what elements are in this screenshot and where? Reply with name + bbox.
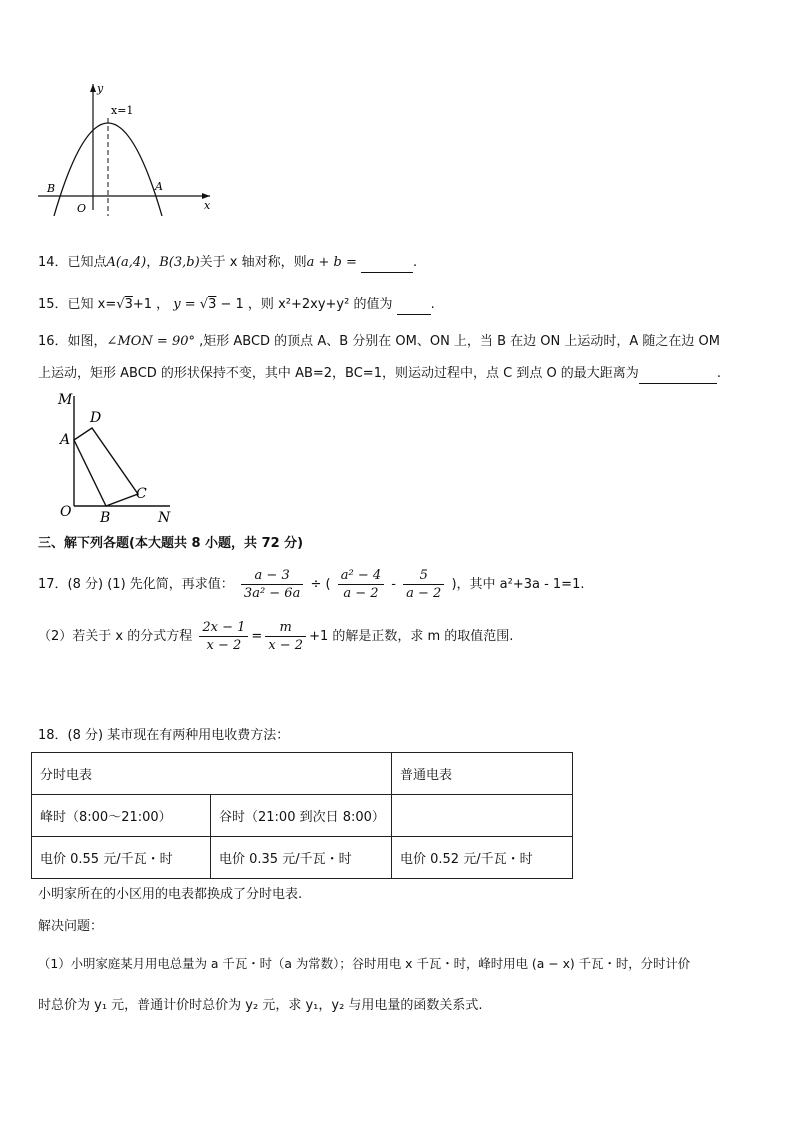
answer-blank xyxy=(397,300,431,315)
sqrt-sign: √ xyxy=(199,297,209,312)
question-14: 14．已知点A(a,4)，B(3,b)关于 x 轴对称，则a + b = . xyxy=(38,253,417,273)
fraction-3: $\frac{5}{a - 2}$ xyxy=(403,567,444,602)
table-cell: 电价 0.55 元/千瓦・时 xyxy=(32,837,211,879)
table-cell: 谷时（21:00 到次日 8:00） xyxy=(211,795,392,837)
y-axis-label: y xyxy=(97,82,104,95)
table-row xyxy=(32,837,573,879)
table-cell: 普通电表 xyxy=(392,753,573,795)
table-cell: 电价 0.52 元/千瓦・时 xyxy=(392,837,573,879)
table-row xyxy=(32,795,573,837)
point-b: B(3,b) xyxy=(159,255,200,270)
label-a: A xyxy=(60,432,71,448)
equation-rhs: $\frac{m}{x - 2}$ xyxy=(265,619,306,654)
question-16-line1: 16．如图，∠MON = 90° ,矩形 ABCD 的顶点 A、B 分别在 OM、ON 上，当 B 在边 ON 上运动时，A 随之在边 OM xyxy=(38,334,720,349)
label-d: D xyxy=(90,410,102,426)
question-17-part2: （2）若关于 x 的分式方程 $\frac{2x - 1}{x - 2}$ = $\frac{m}{x - 2}$ +1 的解是正数，求 m 的取值范围. xyxy=(38,620,514,653)
fraction-2: $\frac{\text{a² − 4}}{a - 2}$ xyxy=(338,567,384,602)
point-a: A(a,4) xyxy=(106,255,147,270)
table-cell: 峰时（8:00～21:00） xyxy=(32,795,211,837)
question-17-part1: 17．(8 分) (1) 先化简，再求值： $\frac{a - 3}{\text{3a² − 6a}}$ ÷ ( $\frac{\text{a² − 4}}{a - 2}$ - $\frac{5}{a - 2}$ )，其中 a²+3a - 1=1. xyxy=(38,568,585,601)
label-o: O xyxy=(60,504,72,520)
question-18-solve-heading: 解决问题： xyxy=(38,919,104,934)
x-axis-label: x xyxy=(204,199,211,212)
label-b: B xyxy=(100,510,111,526)
section-heading: 三、解下列各题(本大题共 8 小题，共 72 分) xyxy=(38,536,304,551)
point-a-label: A xyxy=(155,180,163,193)
question-18-part1-line1: （1）小明家庭某月用电总量为 a 千瓦・时（a 为常数）；谷时用电 x 千瓦・时，峰时用电 (a − x) 千瓦・时，分时计价 xyxy=(38,956,691,971)
table-cell xyxy=(392,795,573,837)
origin-label: O xyxy=(77,202,87,215)
label-m: M xyxy=(58,392,73,408)
equation-lhs: $\frac{2x - 1}{x - 2}$ xyxy=(199,619,248,654)
sqrt-sign: √ xyxy=(116,297,125,312)
point-b-label: B xyxy=(47,182,56,195)
rectangle-figure xyxy=(54,388,184,528)
question-15: 15．已知 x=√3+1 ， y = √3 − 1 ，则 x²+2xy+y² 的值为 . xyxy=(38,295,435,315)
question-18-part1-line2: 时总价为 y₁ 元，普通计价时总价为 y₂ 元，求 y₁，y₂ 与用电量的函数关系式. xyxy=(38,998,483,1013)
label-n: N xyxy=(158,510,171,526)
question-18-after-table: 小明家所在的小区用的电表都换成了分时电表. xyxy=(38,887,303,902)
table-cell: 分时电表 xyxy=(32,753,392,795)
question-16-line2: 上运动，矩形 ABCD 的形状保持不变，其中 AB=2，BC=1，则运动过程中，点 C 到点 O 的最大距离为 . xyxy=(38,364,721,384)
angle-mon: ∠MON = 90° xyxy=(106,334,195,349)
parabola-figure xyxy=(34,78,220,218)
answer-blank xyxy=(361,258,413,273)
symmetry-label: x=1 xyxy=(111,104,134,117)
label-c: C xyxy=(136,486,147,502)
answer-blank xyxy=(639,369,717,384)
fee-table xyxy=(31,752,573,879)
fraction-1: $\frac{a - 3}{\text{3a² − 6a}}$ xyxy=(241,567,303,602)
question-18-intro: 18．(8 分) 某市现在有两种用电收费方法： xyxy=(38,728,290,743)
sum-expression: a + b = xyxy=(306,255,357,270)
table-row xyxy=(32,753,573,795)
table-cell: 电价 0.35 元/千瓦・时 xyxy=(211,837,392,879)
